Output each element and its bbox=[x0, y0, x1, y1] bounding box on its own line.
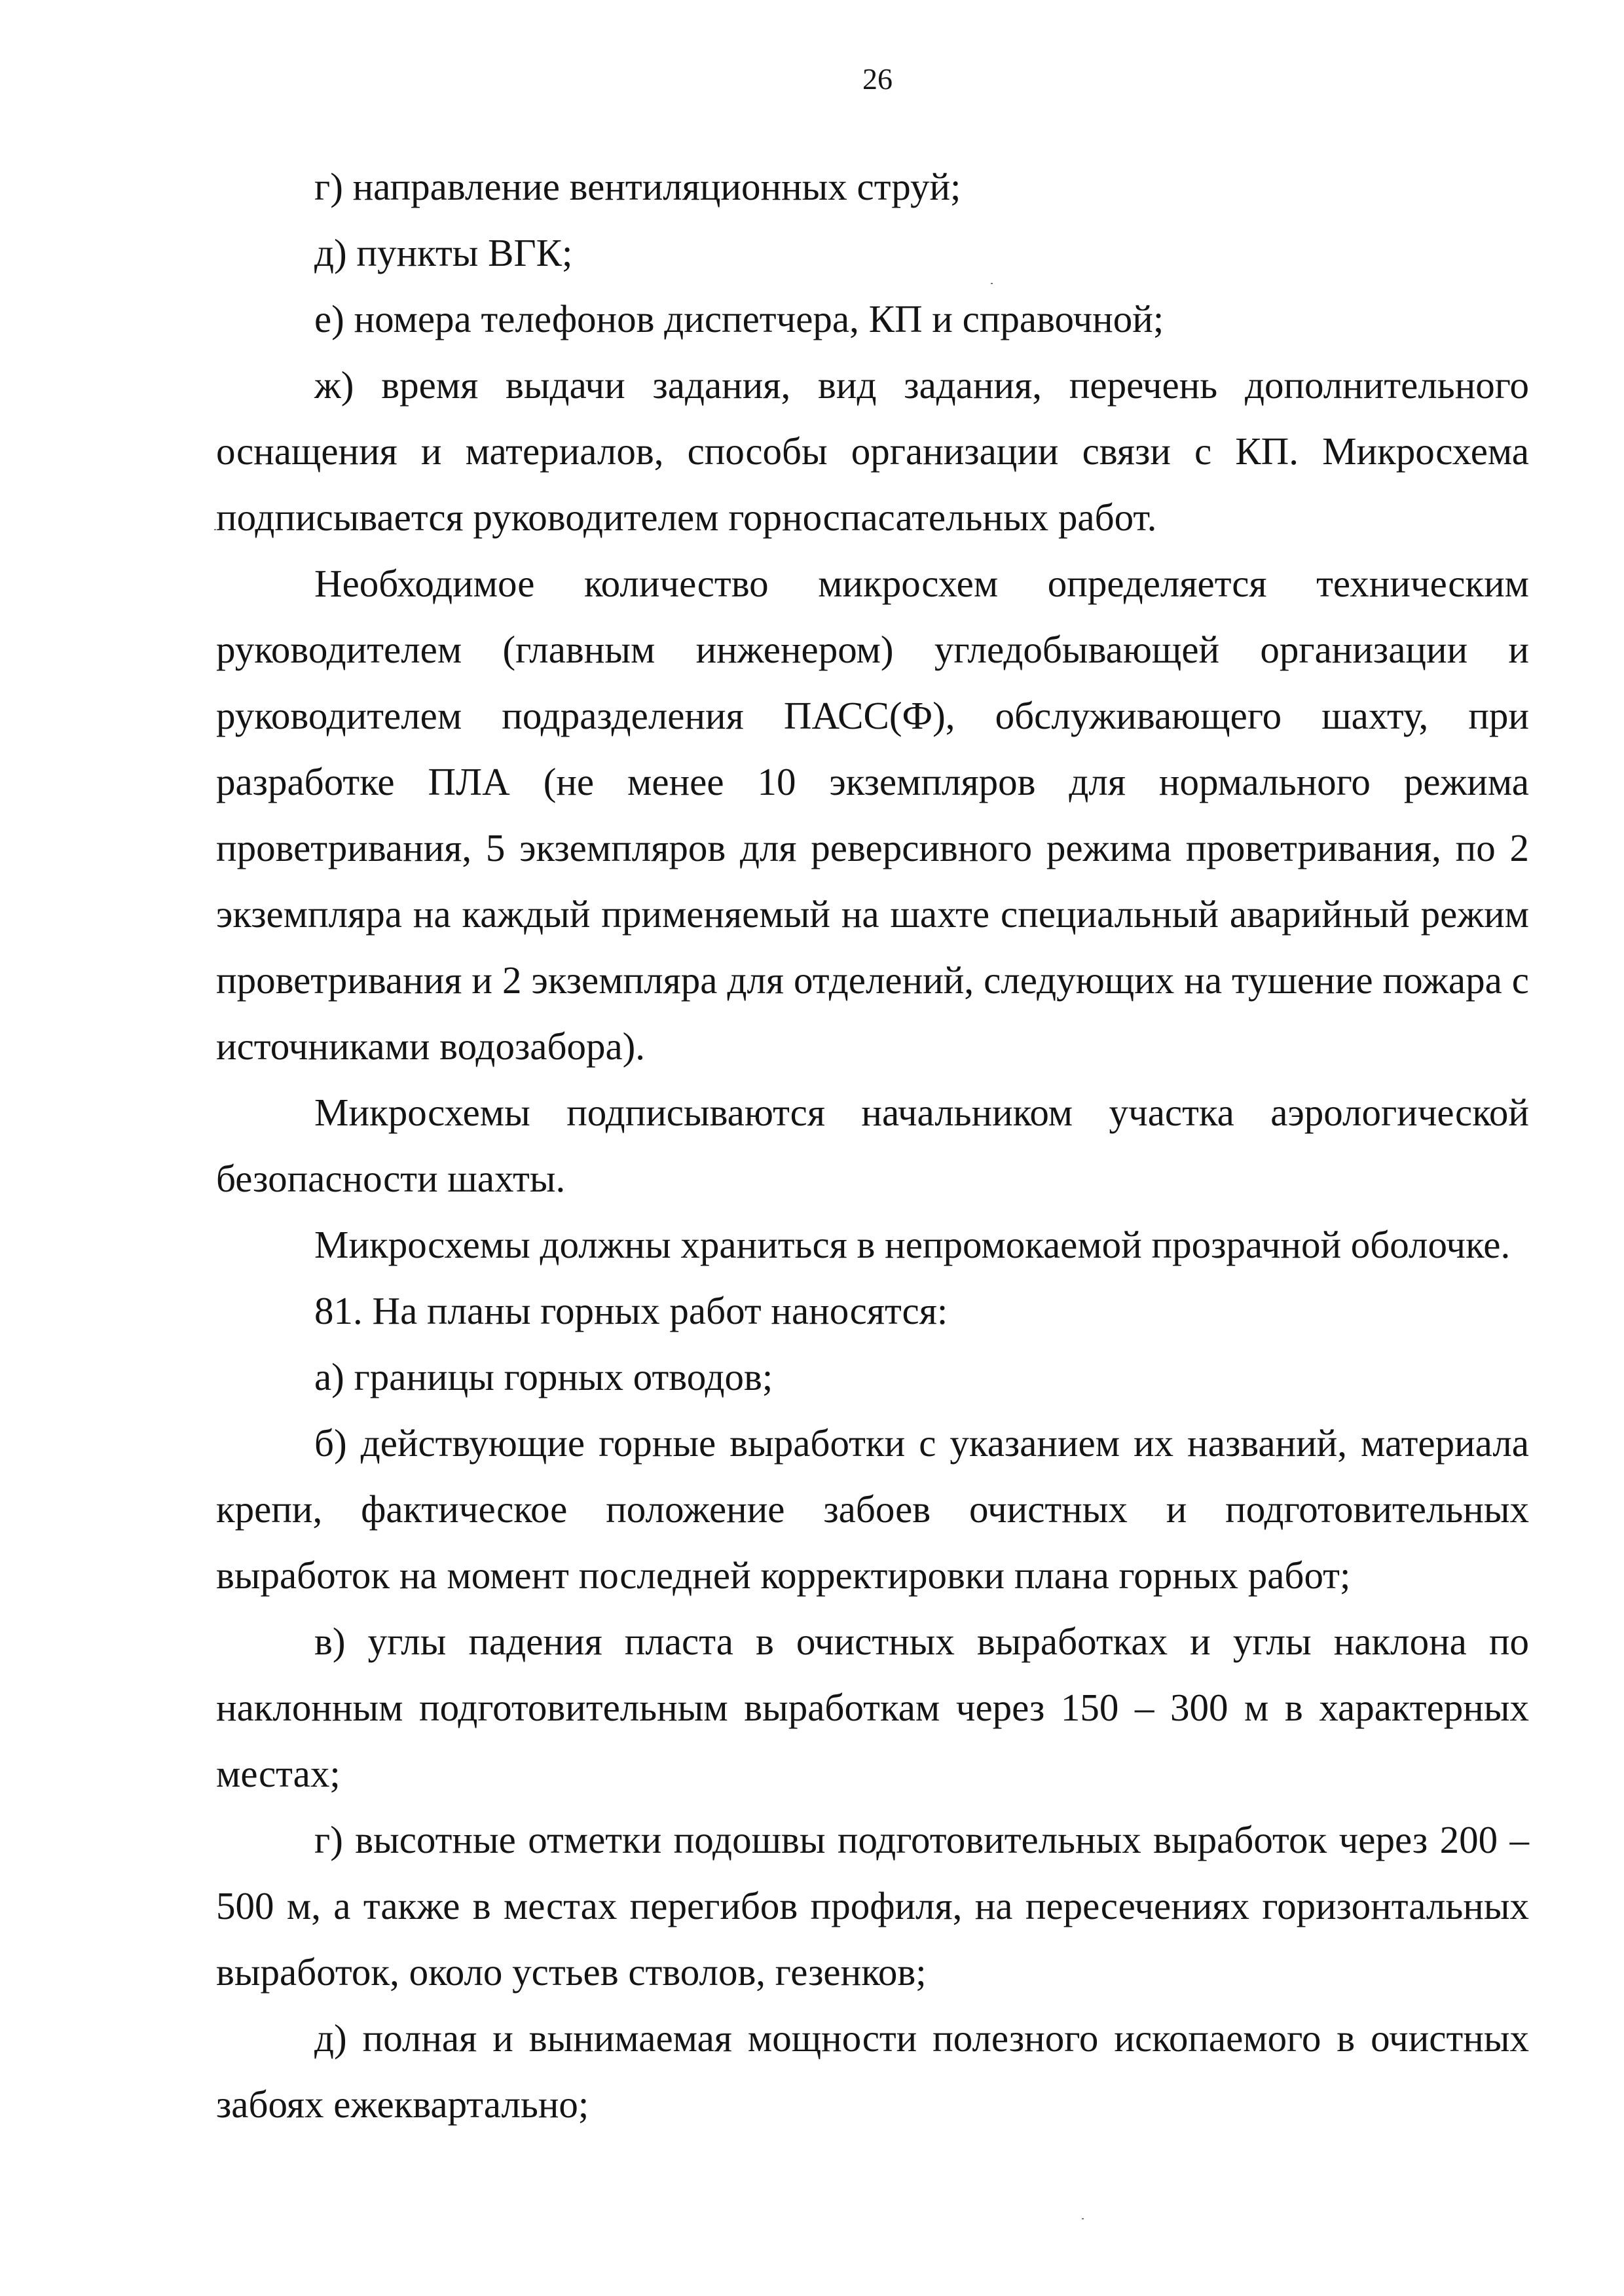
paragraph-e-phones: е) номера телефонов диспетчера, КП и справочной; bbox=[314, 297, 1164, 340]
paragraph-d-vgk: д) пункты ВГК; bbox=[314, 231, 573, 274]
page-number: 26 bbox=[862, 62, 893, 96]
scan-speck bbox=[991, 283, 993, 284]
scan-speck bbox=[214, 529, 216, 530]
document-body bbox=[216, 154, 1529, 2138]
paragraph-v-angles: в) углы падения пласта в очистных выработках и углы наклона по наклонным подготовительным выработкам через 150 – 300 м в характерных местах; bbox=[216, 1620, 1529, 1795]
paragraph-g-elevations: г) высотные отметки подошвы подготовительных выработок через 200 – 500 м, а также в местах перегибов профиля, на пересечениях горизонтальных выработок, около устьев стволов, гезенков; bbox=[216, 1818, 1529, 1994]
paragraph-microscheme-signing: Микросхемы подписываются начальником участка аэрологической безопасности шахты. bbox=[216, 1091, 1529, 1200]
paragraph-d-thickness: д) полная и вынимаемая мощности полезного ископаемого в очистных забоях ежеквартально; bbox=[216, 2016, 1529, 2126]
paragraph-microscheme-storage: Микросхемы должны храниться в непромокаемой прозрачной оболочке. bbox=[314, 1223, 1511, 1266]
paragraph-a-boundaries: а) границы горных отводов; bbox=[314, 1355, 773, 1398]
paragraph-g-ventilation: г) направление вентиляционных струй; bbox=[314, 165, 961, 208]
scan-speck bbox=[1082, 2218, 1084, 2219]
paragraph-zh-task: ж) время выдачи задания, вид задания, перечень дополнительного оснащения и материалов, способы организации связи с КП. Микросхема подписывается руководителем горноспасательных работ. bbox=[216, 363, 1529, 539]
paragraph-81-heading: 81. На планы горных работ наносятся: bbox=[314, 1289, 948, 1332]
paragraph-microscheme-count: Необходимое количество микросхем определяется техническим руководителем (главным инженером) угледобывающей организации и руководителем подразделения ПАСС(Ф), обслуживающего шахту, при разработке ПЛА (не менее 10 экземпляров для нормального режима проветривания, 5 экземпляров для реверсивного режима проветривания, по 2 экземпляра на каждый применяемый на шахте специальный аварийный режим проветривания и 2 экземпляра для отделений, следующих на тушение пожара с источниками водозабора). bbox=[216, 562, 1529, 1068]
paragraph-b-workings: б) действующие горные выработки с указанием их названий, материала крепи, фактическое положение забоев очистных и подготовительных выработок на момент последней корректировки плана горных работ; bbox=[216, 1421, 1529, 1597]
